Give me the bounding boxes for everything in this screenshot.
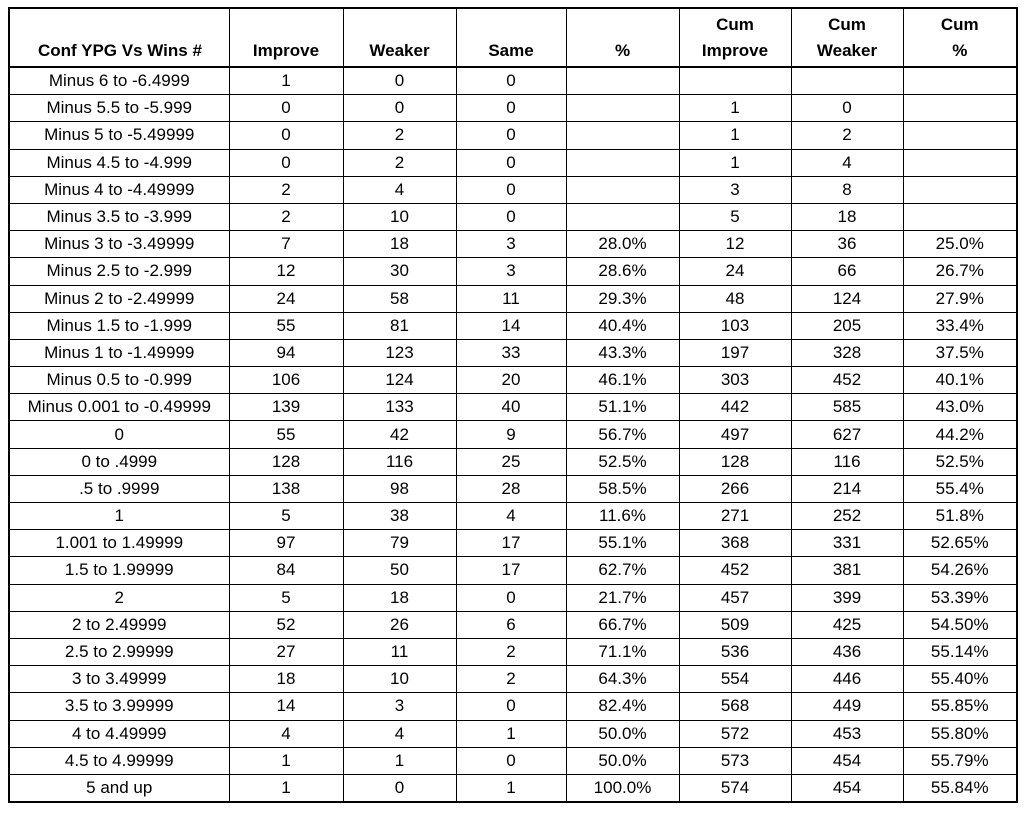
cell-cum-improve: 573 (679, 747, 791, 774)
cell-weaker: 50 (343, 557, 456, 584)
cell-range: Minus 3 to -3.49999 (9, 231, 229, 258)
table-row (9, 503, 1017, 530)
cell-same: 11 (456, 285, 566, 312)
cell-cum-improve: 509 (679, 611, 791, 638)
cell-percent: 64.3% (566, 666, 679, 693)
cell-weaker: 0 (343, 67, 456, 95)
cell-same: 20 (456, 367, 566, 394)
cell-improve: 2 (229, 176, 343, 203)
cell-percent (566, 203, 679, 230)
table-row (9, 720, 1017, 747)
cell-cum-percent: 52.65% (903, 530, 1017, 557)
cell-range: Minus 5 to -5.49999 (9, 122, 229, 149)
cell-cum-weaker: 399 (791, 584, 903, 611)
cell-range: Minus 1 to -1.49999 (9, 339, 229, 366)
cell-same: 0 (456, 203, 566, 230)
cell-range: Minus 2 to -2.49999 (9, 285, 229, 312)
cell-cum-percent (903, 203, 1017, 230)
table-row (9, 367, 1017, 394)
cell-percent: 28.6% (566, 258, 679, 285)
cell-percent: 62.7% (566, 557, 679, 584)
cell-weaker: 18 (343, 584, 456, 611)
cell-same: 0 (456, 176, 566, 203)
cell-improve: 84 (229, 557, 343, 584)
table-row (9, 394, 1017, 421)
cell-percent: 21.7% (566, 584, 679, 611)
cell-improve: 7 (229, 231, 343, 258)
cell-cum-improve: 452 (679, 557, 791, 584)
table-row (9, 693, 1017, 720)
cell-same: 25 (456, 448, 566, 475)
header-weaker: Weaker (343, 8, 456, 67)
cell-improve: 138 (229, 475, 343, 502)
table-row (9, 67, 1017, 95)
cell-cum-percent: 27.9% (903, 285, 1017, 312)
cell-weaker: 30 (343, 258, 456, 285)
cell-same: 3 (456, 258, 566, 285)
cell-cum-weaker: 2 (791, 122, 903, 149)
cell-improve: 52 (229, 611, 343, 638)
cell-cum-weaker: 66 (791, 258, 903, 285)
cell-cum-improve: 303 (679, 367, 791, 394)
table-body (9, 67, 1017, 802)
cell-cum-weaker: 425 (791, 611, 903, 638)
cell-percent: 28.0% (566, 231, 679, 258)
cell-percent: 51.1% (566, 394, 679, 421)
header-percent: % (566, 8, 679, 67)
cell-same: 14 (456, 312, 566, 339)
cell-range: Minus 5.5 to -5.999 (9, 95, 229, 122)
cell-cum-weaker: 8 (791, 176, 903, 203)
cell-weaker: 2 (343, 122, 456, 149)
cell-cum-weaker: 585 (791, 394, 903, 421)
cell-same: 9 (456, 421, 566, 448)
cell-improve: 97 (229, 530, 343, 557)
cell-percent: 43.3% (566, 339, 679, 366)
cell-percent: 100.0% (566, 774, 679, 802)
table-row (9, 176, 1017, 203)
cell-cum-percent: 51.8% (903, 503, 1017, 530)
table-row (9, 774, 1017, 802)
cell-same: 1 (456, 720, 566, 747)
cell-range: 2.5 to 2.99999 (9, 638, 229, 665)
cell-improve: 139 (229, 394, 343, 421)
cell-range: Minus 1.5 to -1.999 (9, 312, 229, 339)
cell-cum-improve: 197 (679, 339, 791, 366)
cell-cum-percent: 26.7% (903, 258, 1017, 285)
cell-improve: 94 (229, 339, 343, 366)
cell-range: 1.001 to 1.49999 (9, 530, 229, 557)
table-row (9, 149, 1017, 176)
cell-cum-improve (679, 67, 791, 95)
cell-cum-weaker: 116 (791, 448, 903, 475)
cell-cum-weaker: 18 (791, 203, 903, 230)
cell-cum-improve: 554 (679, 666, 791, 693)
cell-range: 3 to 3.49999 (9, 666, 229, 693)
cell-cum-percent: 55.85% (903, 693, 1017, 720)
cell-weaker: 18 (343, 231, 456, 258)
cell-percent (566, 67, 679, 95)
cell-range: 4 to 4.49999 (9, 720, 229, 747)
cell-cum-improve: 266 (679, 475, 791, 502)
cell-weaker: 133 (343, 394, 456, 421)
header-cum-weaker: Cum Weaker (791, 8, 903, 67)
cell-weaker: 0 (343, 774, 456, 802)
table-row (9, 584, 1017, 611)
cell-cum-weaker: 452 (791, 367, 903, 394)
cell-improve: 14 (229, 693, 343, 720)
cell-same: 40 (456, 394, 566, 421)
cell-improve: 12 (229, 258, 343, 285)
table-row (9, 312, 1017, 339)
cell-cum-improve: 103 (679, 312, 791, 339)
cell-same: 0 (456, 149, 566, 176)
cell-percent: 29.3% (566, 285, 679, 312)
table-row (9, 203, 1017, 230)
cell-cum-weaker: 446 (791, 666, 903, 693)
cell-weaker: 58 (343, 285, 456, 312)
header-row (9, 8, 1017, 67)
cell-same: 6 (456, 611, 566, 638)
cell-percent: 40.4% (566, 312, 679, 339)
header-cum-percent: Cum % (903, 8, 1017, 67)
cell-range: Minus 4 to -4.49999 (9, 176, 229, 203)
cell-range: 3.5 to 3.99999 (9, 693, 229, 720)
cell-improve: 0 (229, 122, 343, 149)
cell-range: 5 and up (9, 774, 229, 802)
cell-cum-weaker: 436 (791, 638, 903, 665)
cell-improve: 2 (229, 203, 343, 230)
table-row (9, 339, 1017, 366)
cell-weaker: 10 (343, 666, 456, 693)
cell-weaker: 124 (343, 367, 456, 394)
cell-percent: 58.5% (566, 475, 679, 502)
cell-percent (566, 95, 679, 122)
cell-same: 0 (456, 122, 566, 149)
cell-range: Minus 0.001 to -0.49999 (9, 394, 229, 421)
cell-cum-percent: 44.2% (903, 421, 1017, 448)
cell-range: Minus 2.5 to -2.999 (9, 258, 229, 285)
cell-cum-improve: 442 (679, 394, 791, 421)
cell-percent: 50.0% (566, 720, 679, 747)
cell-weaker: 4 (343, 176, 456, 203)
cell-cum-weaker: 331 (791, 530, 903, 557)
cell-percent: 50.0% (566, 747, 679, 774)
cell-cum-improve: 457 (679, 584, 791, 611)
cell-cum-weaker: 453 (791, 720, 903, 747)
cell-cum-improve: 368 (679, 530, 791, 557)
cell-percent (566, 122, 679, 149)
cell-weaker: 38 (343, 503, 456, 530)
cell-cum-percent: 53.39% (903, 584, 1017, 611)
cell-improve: 106 (229, 367, 343, 394)
cell-weaker: 4 (343, 720, 456, 747)
header-improve: Improve (229, 8, 343, 67)
table-row (9, 475, 1017, 502)
cell-cum-improve: 3 (679, 176, 791, 203)
table-row (9, 448, 1017, 475)
cell-same: 0 (456, 747, 566, 774)
cell-cum-weaker (791, 67, 903, 95)
cell-improve: 18 (229, 666, 343, 693)
cell-cum-weaker: 214 (791, 475, 903, 502)
cell-cum-percent: 55.84% (903, 774, 1017, 802)
cell-same: 0 (456, 95, 566, 122)
cell-cum-percent: 40.1% (903, 367, 1017, 394)
cell-percent: 11.6% (566, 503, 679, 530)
cell-improve: 4 (229, 720, 343, 747)
header-cum-improve: Cum Improve (679, 8, 791, 67)
table-row (9, 530, 1017, 557)
cell-improve: 0 (229, 95, 343, 122)
cell-weaker: 0 (343, 95, 456, 122)
table-container (8, 7, 1018, 803)
cell-cum-improve: 128 (679, 448, 791, 475)
cell-weaker: 81 (343, 312, 456, 339)
cell-percent: 56.7% (566, 421, 679, 448)
cell-range: 4.5 to 4.99999 (9, 747, 229, 774)
cell-cum-improve: 1 (679, 149, 791, 176)
table-row (9, 638, 1017, 665)
cell-percent: 82.4% (566, 693, 679, 720)
cell-same: 2 (456, 666, 566, 693)
cell-cum-improve: 5 (679, 203, 791, 230)
cell-range: 2 (9, 584, 229, 611)
table-row (9, 666, 1017, 693)
cell-percent (566, 176, 679, 203)
cell-improve: 128 (229, 448, 343, 475)
cell-cum-percent (903, 176, 1017, 203)
cell-cum-improve: 572 (679, 720, 791, 747)
cell-same: 33 (456, 339, 566, 366)
cell-cum-percent: 52.5% (903, 448, 1017, 475)
cell-percent: 71.1% (566, 638, 679, 665)
cell-range: 2 to 2.49999 (9, 611, 229, 638)
cell-range: Minus 0.5 to -0.999 (9, 367, 229, 394)
cell-cum-improve: 574 (679, 774, 791, 802)
cell-cum-percent: 55.14% (903, 638, 1017, 665)
cell-cum-weaker: 381 (791, 557, 903, 584)
cell-range: Minus 4.5 to -4.999 (9, 149, 229, 176)
cell-improve: 0 (229, 149, 343, 176)
cell-cum-percent: 55.4% (903, 475, 1017, 502)
cell-weaker: 2 (343, 149, 456, 176)
cell-same: 0 (456, 584, 566, 611)
ypg-wins-table (8, 7, 1018, 803)
cell-cum-weaker: 252 (791, 503, 903, 530)
cell-weaker: 123 (343, 339, 456, 366)
cell-weaker: 98 (343, 475, 456, 502)
cell-cum-weaker: 4 (791, 149, 903, 176)
cell-improve: 1 (229, 747, 343, 774)
cell-cum-improve: 568 (679, 693, 791, 720)
cell-cum-percent: 54.26% (903, 557, 1017, 584)
cell-weaker: 42 (343, 421, 456, 448)
cell-range: 1.5 to 1.99999 (9, 557, 229, 584)
cell-improve: 5 (229, 584, 343, 611)
cell-improve: 27 (229, 638, 343, 665)
cell-cum-weaker: 36 (791, 231, 903, 258)
cell-weaker: 26 (343, 611, 456, 638)
cell-cum-improve: 271 (679, 503, 791, 530)
cell-cum-improve: 12 (679, 231, 791, 258)
cell-improve: 1 (229, 774, 343, 802)
cell-cum-percent: 25.0% (903, 231, 1017, 258)
table-row (9, 231, 1017, 258)
cell-cum-percent: 54.50% (903, 611, 1017, 638)
cell-range: Minus 3.5 to -3.999 (9, 203, 229, 230)
header-same: Same (456, 8, 566, 67)
cell-percent: 46.1% (566, 367, 679, 394)
cell-same: 0 (456, 67, 566, 95)
table-row (9, 95, 1017, 122)
cell-weaker: 10 (343, 203, 456, 230)
cell-percent: 55.1% (566, 530, 679, 557)
cell-cum-improve: 1 (679, 95, 791, 122)
cell-cum-improve: 497 (679, 421, 791, 448)
cell-cum-percent (903, 122, 1017, 149)
cell-cum-percent: 37.5% (903, 339, 1017, 366)
cell-cum-percent: 33.4% (903, 312, 1017, 339)
cell-range: Minus 6 to -6.4999 (9, 67, 229, 95)
cell-cum-weaker: 454 (791, 774, 903, 802)
cell-cum-weaker: 0 (791, 95, 903, 122)
cell-cum-weaker: 454 (791, 747, 903, 774)
cell-same: 17 (456, 530, 566, 557)
cell-percent: 66.7% (566, 611, 679, 638)
cell-percent: 52.5% (566, 448, 679, 475)
cell-weaker: 1 (343, 747, 456, 774)
cell-cum-weaker: 205 (791, 312, 903, 339)
table-row (9, 611, 1017, 638)
cell-cum-percent: 43.0% (903, 394, 1017, 421)
table-row (9, 747, 1017, 774)
cell-cum-percent (903, 149, 1017, 176)
cell-same: 17 (456, 557, 566, 584)
table-row (9, 285, 1017, 312)
cell-same: 2 (456, 638, 566, 665)
cell-weaker: 116 (343, 448, 456, 475)
cell-cum-improve: 24 (679, 258, 791, 285)
table-row (9, 122, 1017, 149)
cell-cum-weaker: 124 (791, 285, 903, 312)
cell-cum-improve: 48 (679, 285, 791, 312)
cell-range: 1 (9, 503, 229, 530)
cell-same: 1 (456, 774, 566, 802)
cell-improve: 55 (229, 312, 343, 339)
cell-weaker: 79 (343, 530, 456, 557)
cell-weaker: 11 (343, 638, 456, 665)
cell-cum-weaker: 449 (791, 693, 903, 720)
cell-cum-percent: 55.80% (903, 720, 1017, 747)
cell-cum-percent (903, 95, 1017, 122)
cell-range: .5 to .9999 (9, 475, 229, 502)
cell-same: 0 (456, 693, 566, 720)
cell-cum-weaker: 627 (791, 421, 903, 448)
cell-cum-improve: 536 (679, 638, 791, 665)
cell-improve: 55 (229, 421, 343, 448)
cell-cum-improve: 1 (679, 122, 791, 149)
cell-same: 4 (456, 503, 566, 530)
cell-cum-percent: 55.79% (903, 747, 1017, 774)
cell-range: 0 (9, 421, 229, 448)
table-row (9, 557, 1017, 584)
table-row (9, 421, 1017, 448)
header-conf-ypg: Conf YPG Vs Wins # (9, 8, 229, 67)
cell-cum-weaker: 328 (791, 339, 903, 366)
cell-improve: 24 (229, 285, 343, 312)
cell-cum-percent (903, 67, 1017, 95)
cell-percent (566, 149, 679, 176)
cell-same: 3 (456, 231, 566, 258)
table-row (9, 258, 1017, 285)
cell-cum-percent: 55.40% (903, 666, 1017, 693)
cell-same: 28 (456, 475, 566, 502)
cell-improve: 1 (229, 67, 343, 95)
cell-weaker: 3 (343, 693, 456, 720)
cell-range: 0 to .4999 (9, 448, 229, 475)
cell-improve: 5 (229, 503, 343, 530)
